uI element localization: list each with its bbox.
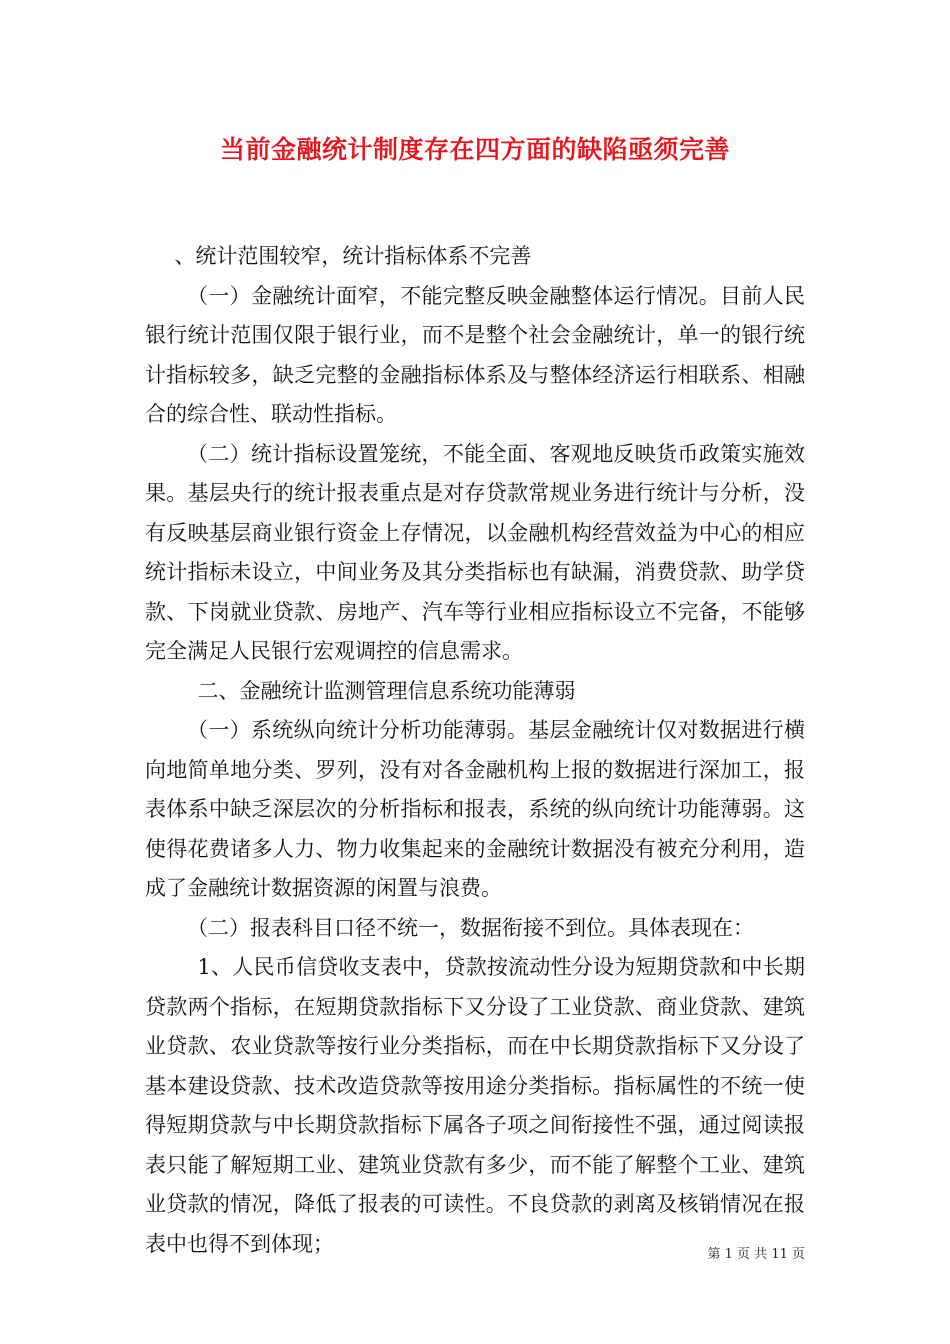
section-heading-two: 二、金融统计监测管理信息系统功能薄弱 [197,678,576,703]
paragraph-1-2: （二）统计指标设置笼统，不能全面、客观地反映货币政策实施效果。基层央行的统计报表重点是对存贷款常规业务进行统计与分析，没有反映基层商业银行资金上存情况，以金融机构经营效益为中心的相应统计指标未设立，中间业务及其分类指标也有缺漏，消费贷款、助学贷款、下岗就业贷款、房地产、汽车等行业相应指标设立不完备，不能够完全满足人民银行宏观调控的信息需求。 [145,441,805,663]
document-title: 当前金融统计制度存在四方面的缺陷亟须完善 [219,135,730,164]
paragraph-1-1: （一）金融统计面窄，不能完整反映金融整体运行情况。目前人民银行统计范围仅限于银行业，而不是整个社会金融统计，单一的银行统计指标较多，缺乏完整的金融指标体系及与整体经济运行相联系、相融合的综合性、联动性指标。 [145,283,805,426]
page-number-footer: 第 1 页 共 11 页 [707,1247,805,1262]
document-body [145,237,805,1264]
section-heading-one: 、统计范围较窄，统计指标体系不完善 [174,244,532,268]
paragraph-2-1: （一）系统纵向统计分析功能薄弱。基层金融统计仅对数据进行横向地简单地分类、罗列，没有对各金融机构上报的数据进行深加工，报表体系中缺乏深层次的分析指标和报表，系统的纵向统计功能薄弱。这使得花费诸多人力、物力收集起来的金融统计数据没有被充分利用，造成了金融统计数据资源的闲置与浪费。 [145,718,805,900]
paragraph-item-1: 1、人民币信贷收支表中，贷款按流动性分设为短期贷款和中长期贷款两个指标，在短期贷款指标下又分设了工业贷款、商业贷款、建筑业贷款、农业贷款等按行业分类指标，而在中长期贷款指标下又分设了基本建设贷款、技术改造贷款等按用途分类指标。指标属性的不统一使得短期贷款与中长期贷款指标下属各子项之间衔接性不强，通过阅读报表只能了解短期工业、建筑业贷款有多少，而不能了解整个工业、建筑业贷款的情况，降低了报表的可读性。不良贷款的剥离及核销情况在报表中也得不到体现； [145,955,805,1256]
paragraph-2-2: （二）报表科目口径不统一，数据衔接不到位。具体表现在： [187,915,754,940]
